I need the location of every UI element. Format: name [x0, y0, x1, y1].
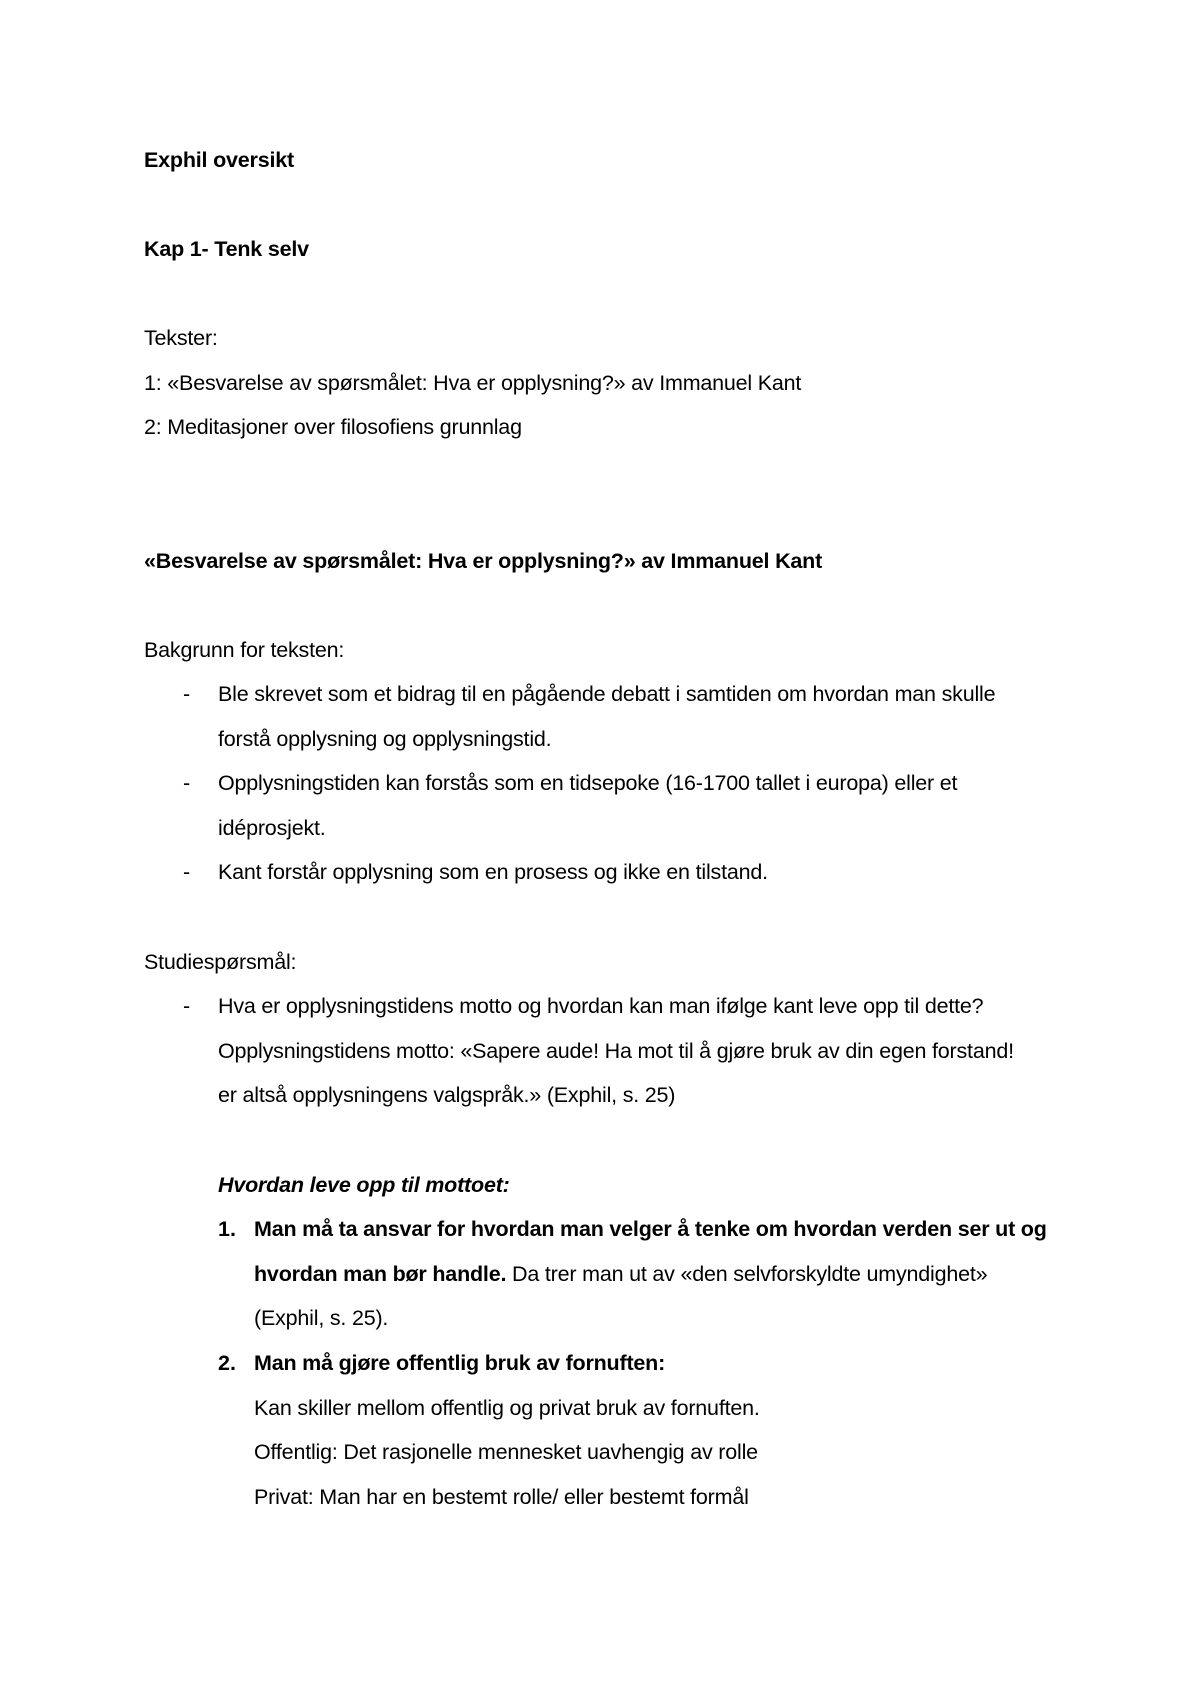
background-item-2-line-2: idéprosjekt.: [218, 816, 326, 840]
study-answer-line-2: er altså opplysningens valgspråk.» (Exphil, s. 25): [218, 1083, 676, 1107]
point-number-1: 1.: [218, 1217, 236, 1241]
study-heading: Studiespørsmål:: [144, 950, 297, 974]
bullet-dash: -: [183, 682, 191, 706]
text-item-1: 1: «Besvarelse av spørsmålet: Hva er opplysning?» av Immanuel Kant: [144, 371, 802, 395]
point-1-line-2: [254, 1261, 987, 1287]
texts-heading: Tekster:: [144, 326, 218, 350]
point-1-line-2-rest: Da trer man ut av «den selvforskyldte umyndighet»: [506, 1262, 988, 1286]
text-item-2: 2: Meditasjoner over filosofiens grunnlag: [144, 415, 522, 439]
point-2-line-3: Offentlig: Det rasjonelle mennesket uavhengig av rolle: [254, 1440, 758, 1464]
bullet-dash: -: [183, 994, 191, 1018]
background-item-3-line-1: Kant forstår opplysning som en prosess og ikke en tilstand.: [218, 860, 768, 884]
chapter-heading: Kap 1- Tenk selv: [144, 237, 309, 261]
point-2-line-1: Man må gjøre offentlig bruk av fornuften:: [254, 1351, 666, 1375]
point-2-line-2: Kan skiller mellom offentlig og privat bruk av fornuften.: [254, 1396, 760, 1420]
study-answer-line-1: Opplysningstidens motto: «Sapere aude! Ha mot til å gjøre bruk av din egen forstand!: [218, 1039, 1014, 1063]
point-1-line-1: Man må ta ansvar for hvordan man velger å tenke om hvordan verden ser ut og: [254, 1217, 1047, 1241]
bullet-dash: -: [183, 860, 191, 884]
study-question: Hva er opplysningstidens motto og hvordan kan man ifølge kant leve opp til dette?: [218, 994, 984, 1018]
document-title: Exphil oversikt: [144, 148, 294, 172]
background-heading: Bakgrunn for teksten:: [144, 638, 345, 662]
point-2-line-4: Privat: Man har en bestemt rolle/ eller bestemt formål: [254, 1485, 749, 1509]
background-item-2-line-1: Opplysningstiden kan forstås som en tidsepoke (16-1700 tallet i europa) eller et: [218, 771, 958, 795]
bullet-dash: -: [183, 771, 191, 795]
section-heading: «Besvarelse av spørsmålet: Hva er opplysning?» av Immanuel Kant: [144, 549, 823, 573]
point-1-line-2-bold: hvordan man bør handle.: [254, 1262, 507, 1286]
study-subheading: Hvordan leve opp til mottoet:: [218, 1173, 510, 1197]
point-1-line-3: (Exphil, s. 25).: [254, 1306, 389, 1330]
point-number-2: 2.: [218, 1351, 236, 1375]
background-item-1-line-1: Ble skrevet som et bidrag til en pågående debatt i samtiden om hvordan man skulle: [218, 682, 996, 706]
background-item-1-line-2: forstå opplysning og opplysningstid.: [218, 727, 552, 751]
